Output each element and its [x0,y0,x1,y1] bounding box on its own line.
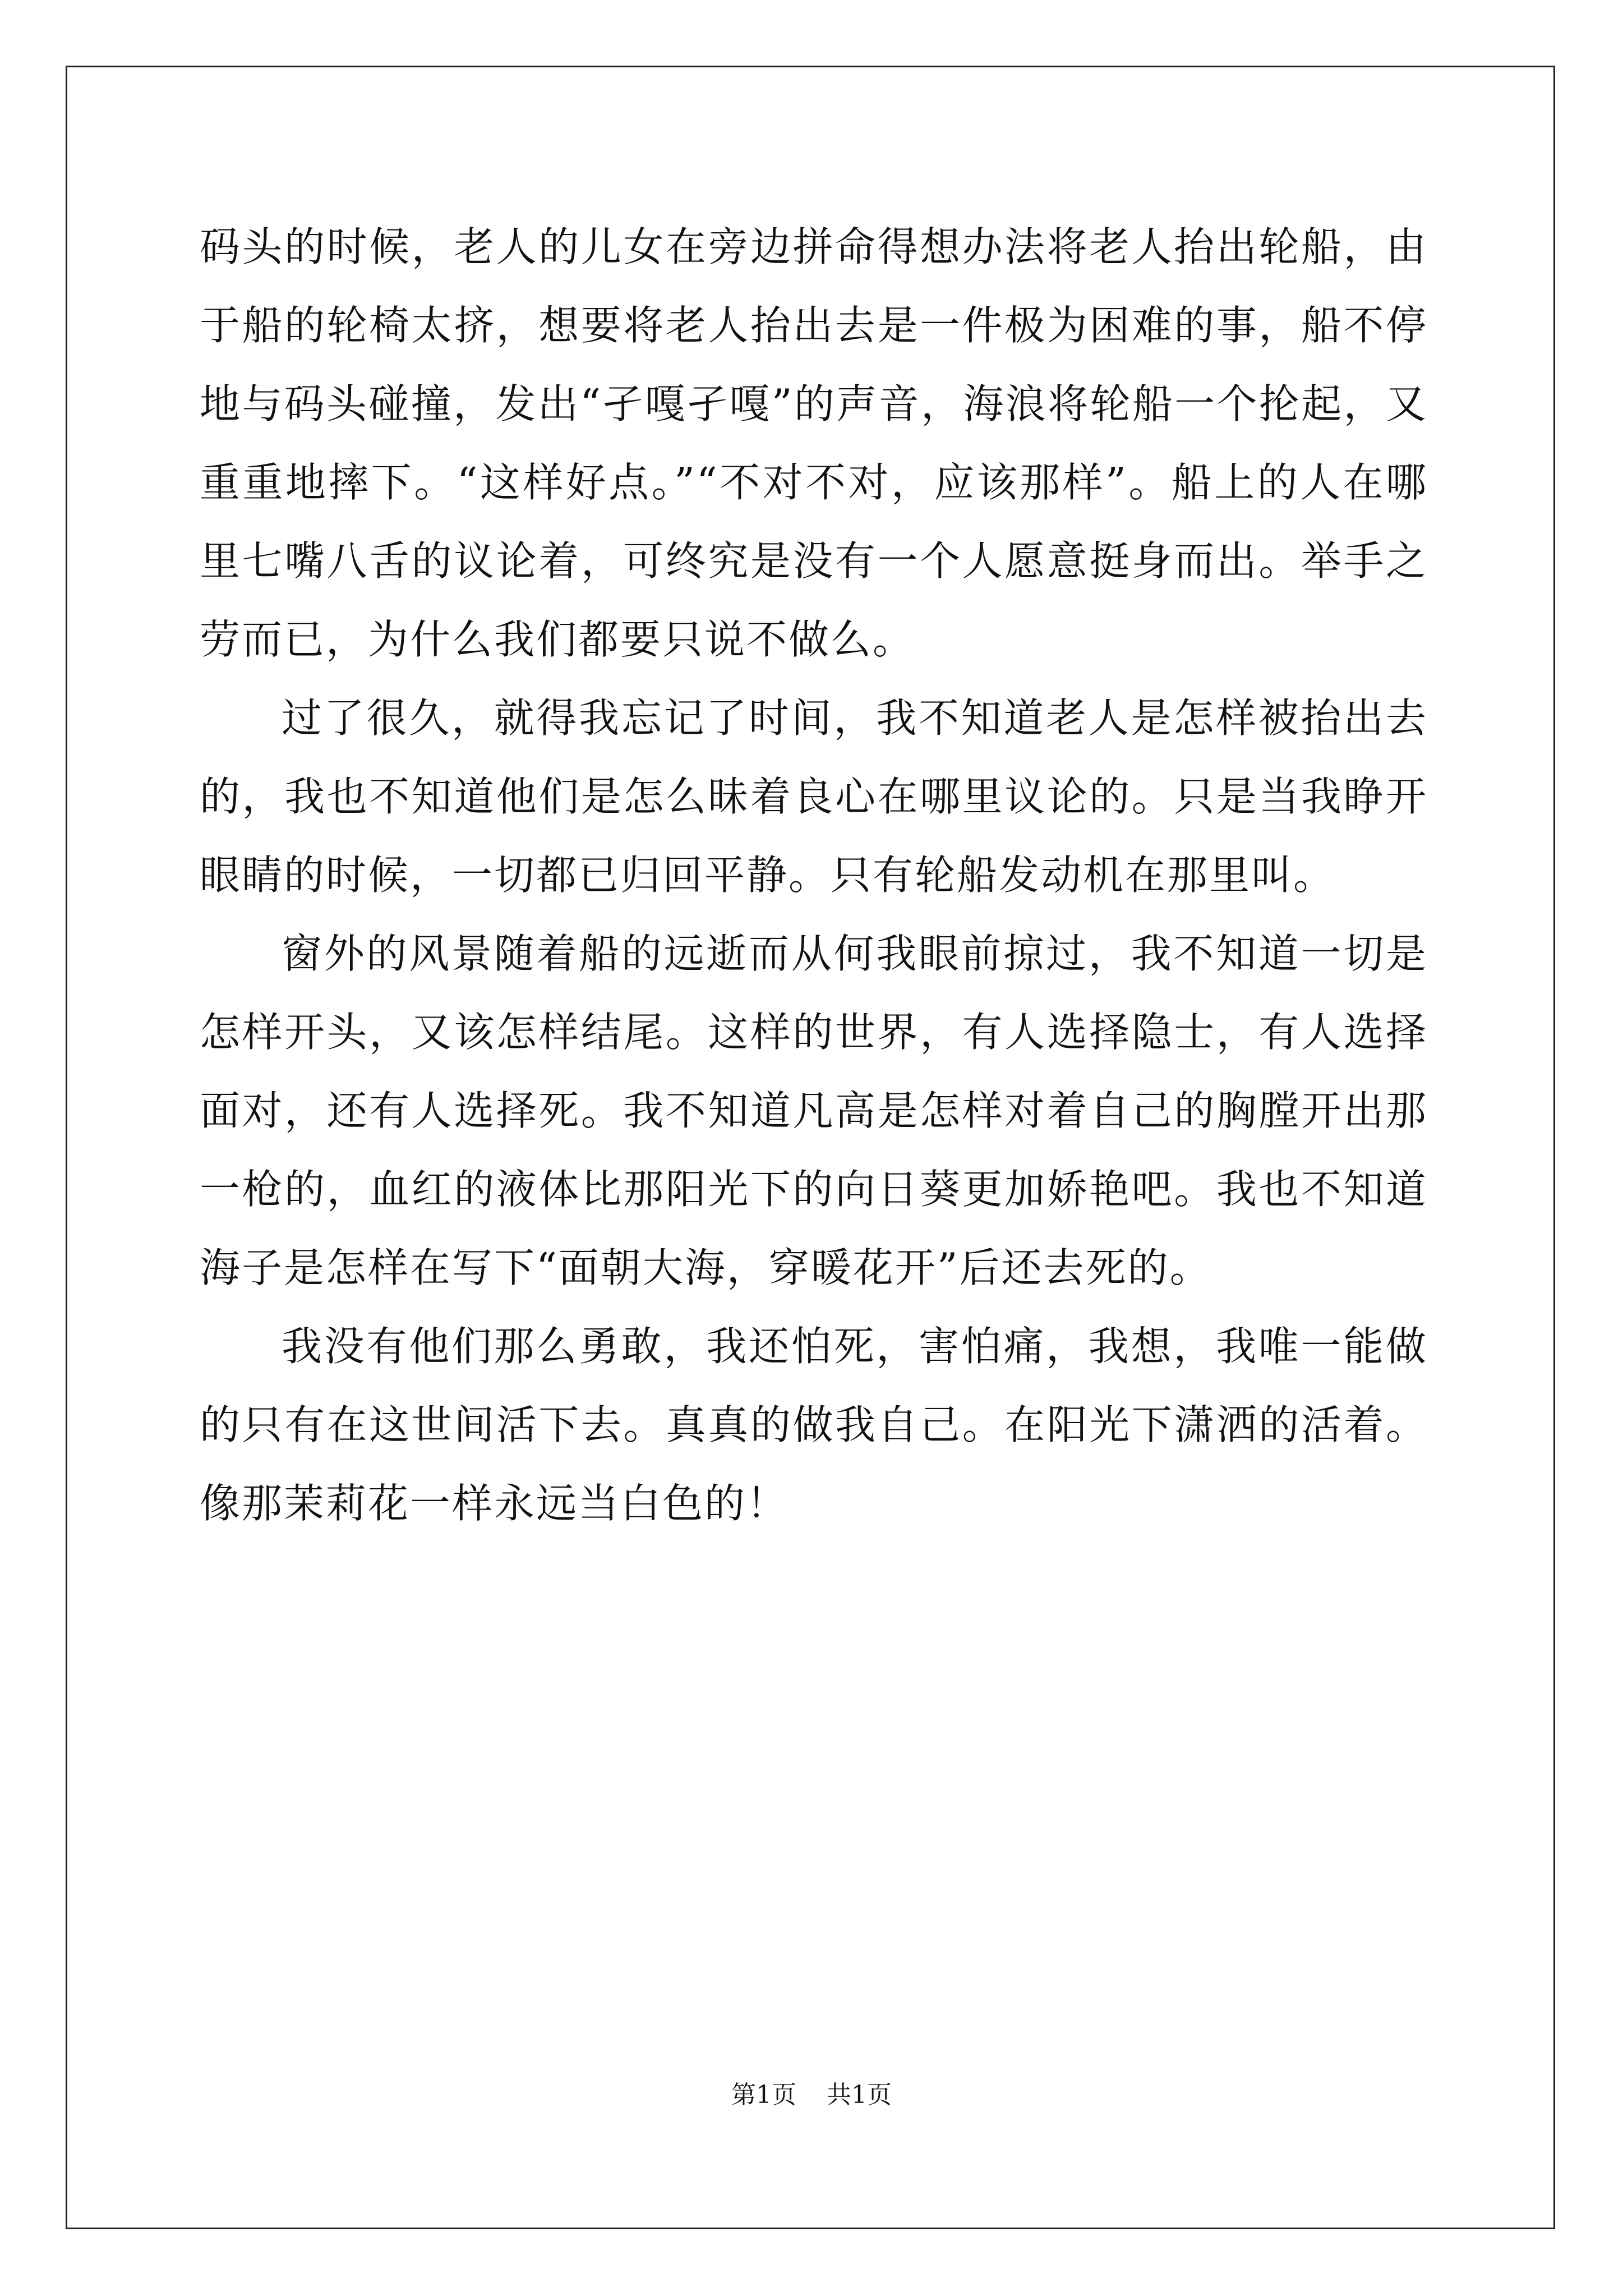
page-footer [0,2078,1623,2112]
page-total: 共1页 [827,2081,892,2109]
paragraph-1: 码头的时候，老人的儿女在旁边拼命得想办法将老人抬出轮船，由于船的轮椅太挤，想要将老人抬出去是一件极为困难的事，船不停地与码头碰撞，发出“孑嘎孑嘎”的声音，海浪将轮船一个抡起，又重重地摔下。“这样好点。”“不对不对，应该那样”。船上的人在哪里七嘴八舌的议论着，可终究是没有一个人愿意挺身而出。举手之劳而已，为什么我们都要只说不做么。 [200,223,1428,663]
document-body [200,208,1428,1543]
paragraph-3: 窗外的风景随着船的远逝而从何我眼前掠过，我不知道一切是怎样开头，又该怎样结尾。这样的世界，有人选择隐士，有人选择面对，还有人选择死。我不知道凡高是怎样对着自己的胸膛开出那一枪的，血红的液体比那阳光下的向日葵更加娇艳吧。我也不知道海子是怎样在写下“面朝大海，穿暖花开”后还去死的。 [200,930,1428,1291]
page-number: 第1页 [731,2081,796,2109]
paragraph-4: 我没有他们那么勇敢，我还怕死，害怕痛，我想，我唯一能做的只有在这世间活下去。真真的做我自己。在阳光下潇洒的活着。像那茉莉花一样永远当白色的！ [200,1323,1428,1527]
paragraph-2: 过了很久，就得我忘记了时间，我不知道老人是怎样被抬出去的，我也不知道他们是怎么昧着良心在哪里议论的。只是当我睁开眼睛的时候，一切都已归回平静。只有轮船发动机在那里叫。 [200,694,1428,899]
